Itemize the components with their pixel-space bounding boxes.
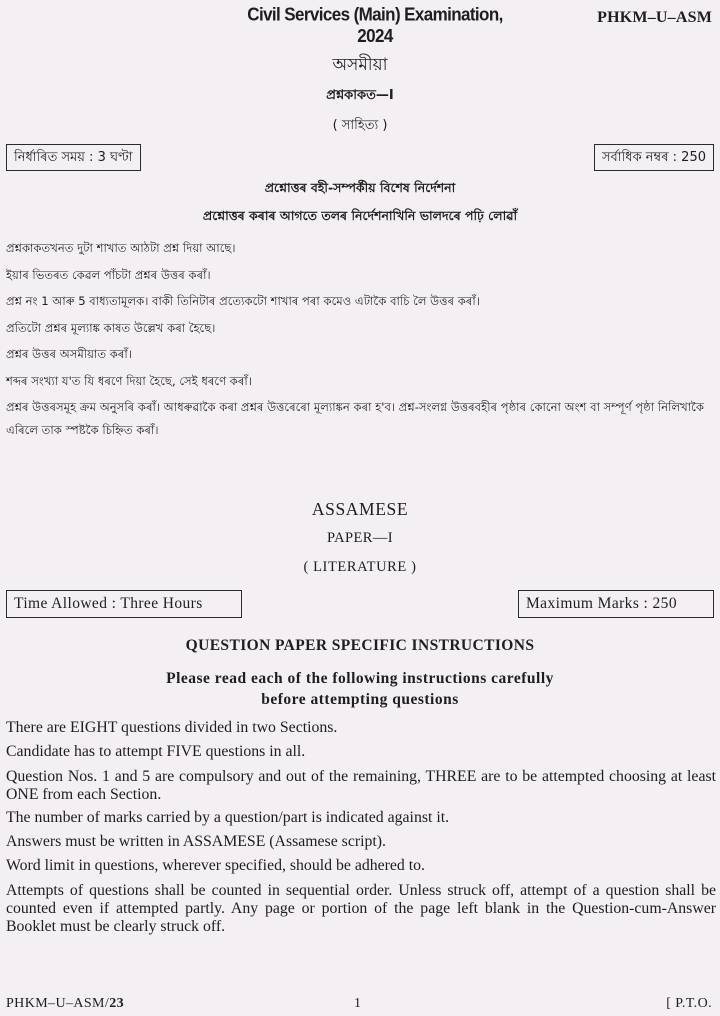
instruction-item: There are EIGHT questions divided in two Sections. — [6, 719, 338, 736]
pto-label: [ P.T.O. — [666, 996, 712, 1011]
instruction-item: Answers must be written in ASSAMESE (Assamese script). — [6, 833, 386, 850]
max-marks-box-english: Maximum Marks : 250 — [518, 590, 714, 618]
subheading-line: Please read each of the following instructions carefully — [166, 670, 554, 687]
time-allowed-box-english: Time Allowed : Three Hours — [6, 590, 242, 618]
subject-assamese: ( সাহিত্য ) — [332, 118, 388, 133]
instructions-subheading-english — [0, 668, 720, 710]
instructions-heading-assamese: প্ৰশ্নোত্তৰ বহী-সম্পৰ্কীয় বিশেষ নিৰ্দেশনা — [264, 180, 456, 195]
language-title-assamese: অসমীয়া — [332, 55, 388, 75]
instruction-item: প্ৰশ্নকাকতখনত দুটা শাখাত আঠটা প্ৰশ্ন দিয়া আছে। — [6, 241, 236, 255]
instructions-list-assamese — [6, 235, 714, 442]
instruction-item: প্ৰশ্নৰ উত্তৰ অসমীয়াত কৰাঁ। — [6, 347, 132, 361]
instructions-subheading-assamese: প্ৰশ্নোত্তৰ কৰাৰ আগতে তলৰ নিৰ্দেশনাখিনি ভালদৰে পঢ়ি লোৱাঁ — [202, 208, 518, 223]
instruction-item: The number of marks carried by a question/part is indicated against it. — [6, 809, 450, 826]
instruction-item: Word limit in questions, wherever specified, should be adhered to. — [6, 857, 425, 874]
instruction-item: Candidate has to attempt FIVE questions in all. — [6, 743, 306, 760]
exam-title: Civil Services (Main) Examination, 2024 — [247, 4, 503, 47]
instruction-item: প্ৰশ্ন নং 1 আৰু 5 বাধ্যতামূলক। বাকী তিনিটাৰ প্ৰত্যেকটো শাখাৰ পৰা কমেও এটাকৈ বাচি লৈ উত্তৰ কৰাঁ। — [6, 294, 480, 308]
language-title-english: ASSAMESE — [311, 499, 409, 519]
instruction-item: শব্দৰ সংখ্যা য'ত যি ধৰণে দিয়া হৈছে, সেই ধৰণে কৰাঁ। — [6, 373, 252, 388]
instruction-item: প্ৰশ্নৰ উত্তৰসমূহ ক্ৰম অনুসৰি কৰাঁ। আধৰুৱাকৈ কৰা প্ৰশ্নৰ উত্তৰেৰো মূল্যাঙ্কন কৰা হ'ব। প্ৰশ্ন-সংলগ্ন উত্তৰবহীৰ পৃষ্ঠাৰ কোনো অংশ বা সম্পূৰ্ণ পৃষ্ঠা নিলিখাকৈ এৰিলে তাক স্পষ্টকৈ চিহ্নিত কৰাঁ। — [6, 400, 705, 437]
max-marks-box-assamese: সৰ্বাধিক নম্বৰ : 250 — [594, 144, 714, 171]
instruction-item: Question Nos. 1 and 5 are compulsory and out of the remaining, THREE are to be attempted choosing at least ONE from each Section. — [6, 768, 716, 803]
instructions-heading-english: QUESTION PAPER SPECIFIC INSTRUCTIONS — [185, 637, 535, 654]
subheading-line: before attempting questions — [261, 691, 459, 708]
instruction-item: ইয়াৰ ভিতৰত কেৱল পাঁচটা প্ৰশ্নৰ উত্তৰ কৰাঁ। — [6, 267, 211, 282]
instructions-list-english — [6, 716, 716, 938]
footer-paper-code — [6, 996, 124, 1012]
instruction-item: Attempts of questions shall be counted in sequential order. Unless struck off, attempt of a question shall be counted even if attempted partly. Any page or portion of the page left blank in the Question-cum-Answer Booklet must be clearly struck off. — [6, 882, 716, 935]
subject-english: ( LITERATURE ) — [303, 559, 417, 575]
time-allowed-box-assamese: নিৰ্ধাৰিত সময় : 3 ঘণ্টা — [6, 144, 141, 171]
paper-number-assamese: প্ৰশ্নকাকত—I — [326, 88, 394, 103]
footer-code-prefix: PHKM–U–ASM/ — [6, 996, 110, 1011]
paper-code: PHKM–U–ASM — [597, 9, 712, 26]
instruction-item: প্ৰতিটো প্ৰশ্নৰ মূল্যাঙ্ক কাষত উল্লেখ কৰা হৈছে। — [6, 320, 216, 335]
paper-number-english: PAPER—I — [327, 530, 393, 546]
footer-code-number: 23 — [109, 996, 125, 1011]
page-number: 1 — [354, 996, 361, 1011]
